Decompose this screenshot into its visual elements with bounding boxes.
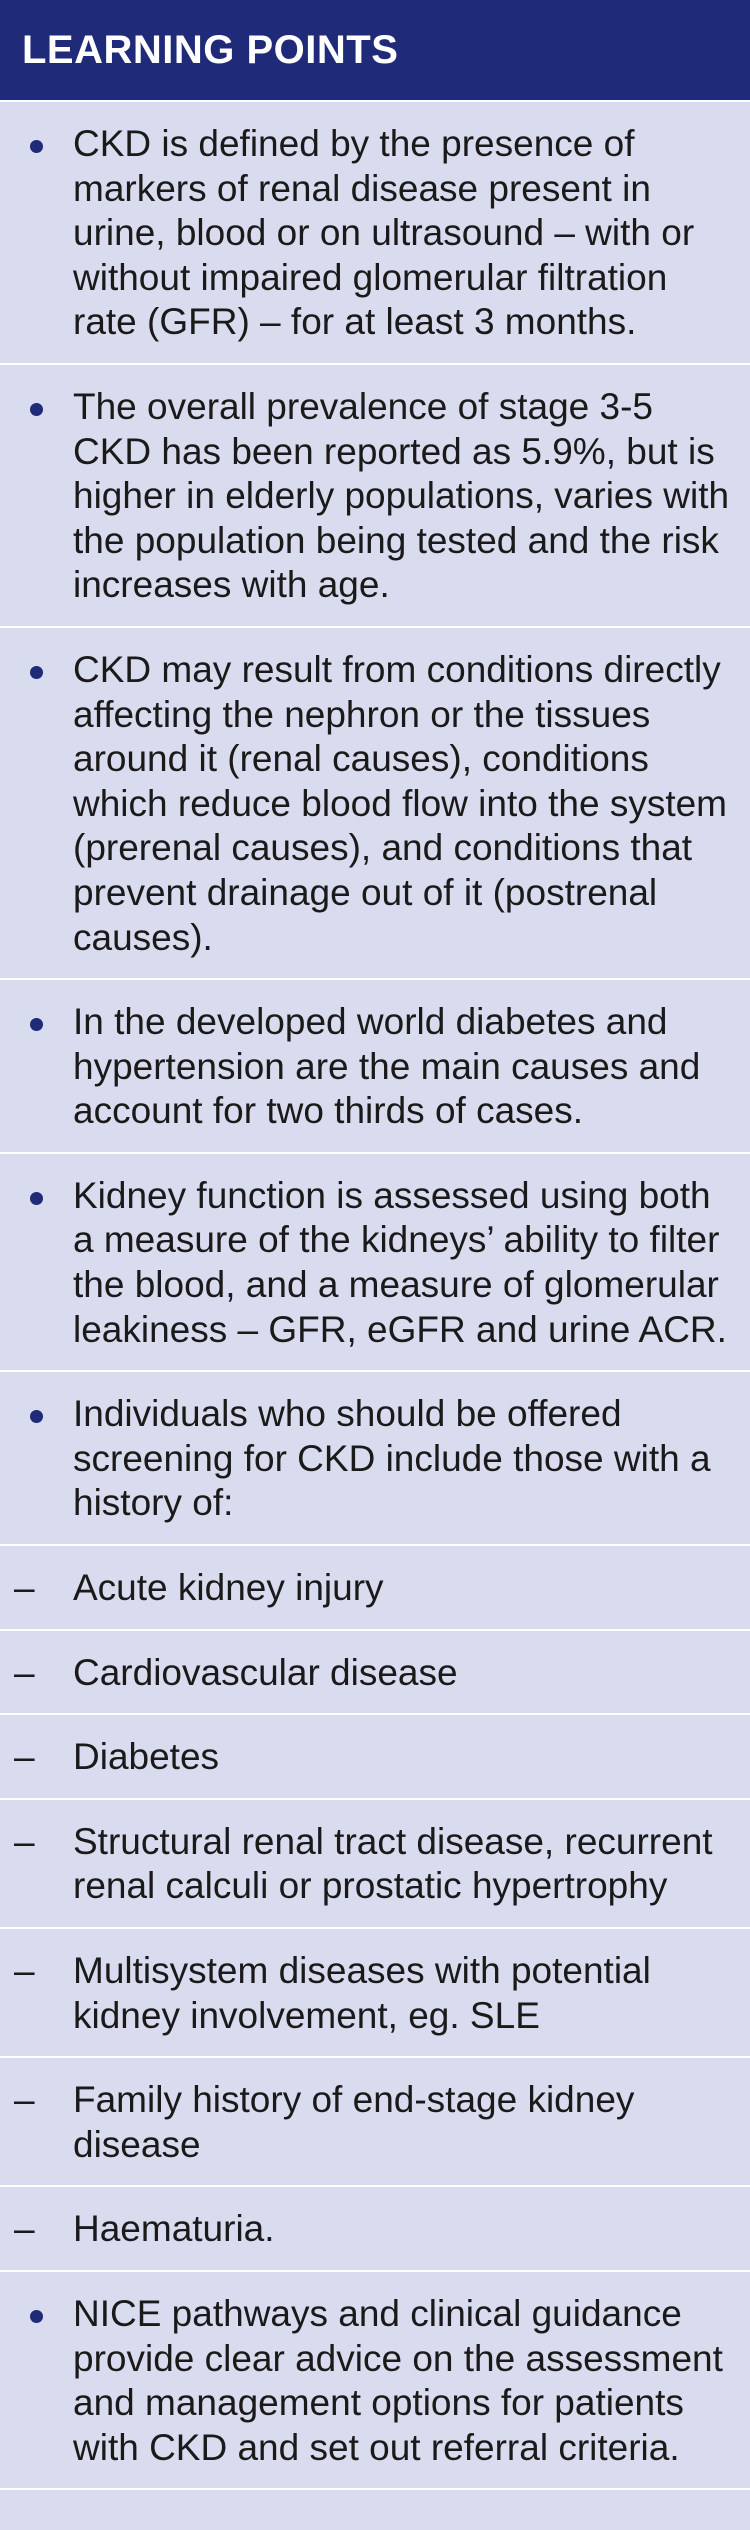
dash-marker: – [14, 1820, 35, 1862]
list-item [0, 365, 750, 628]
learning-points-header [0, 0, 750, 102]
list-item [0, 980, 750, 1154]
sub-list-item [0, 1929, 750, 2058]
header-title: LEARNING POINTS [22, 27, 399, 72]
list-item [0, 102, 750, 365]
sub-list-item [0, 1631, 750, 1716]
dash-marker: – [14, 2079, 35, 2121]
sub-list-item [0, 2058, 750, 2187]
point-text: NICE pathways and clinical guidance provide clear advice on the assessment and management options for patients with CKD and set out referral criteria. [73, 2292, 723, 2468]
list-item [0, 1372, 750, 1546]
dash-marker: – [14, 1651, 35, 1693]
list-item [0, 628, 750, 980]
point-text: Multisystem diseases with potential kidney involvement, eg. SLE [73, 1950, 651, 2036]
learning-points-list [0, 102, 750, 2490]
point-text: CKD is defined by the presence of markers of renal disease present in urine, blood or on ultrasound – with or without impaired glomerular filtration rate (GFR) – for at least 3 months. [73, 123, 695, 343]
point-text: In the developed world diabetes and hypertension are the main causes and account for two thirds of cases. [73, 1001, 701, 1132]
list-item [0, 1154, 750, 1372]
point-text: Kidney function is assessed using both a measure of the kidneys’ ability to filter the blood, and a measure of glomerular leakiness – GFR, eGFR and urine ACR. [73, 1174, 727, 1350]
sub-list-item [0, 1715, 750, 1800]
point-text: The overall prevalence of stage 3-5 CKD has been reported as 5.9%, but is higher in elderly populations, varies with the population being tested and the risk increases with age. [73, 385, 730, 606]
point-text: Structural renal tract disease, recurrent renal calculi or prostatic hypertrophy [73, 1820, 713, 1907]
point-text: Cardiovascular disease [73, 1651, 458, 1693]
sub-list-item [0, 1546, 750, 1631]
point-text: Haematuria. [73, 2208, 275, 2250]
point-text: Acute kidney injury [73, 1567, 384, 1609]
dash-marker: – [14, 1736, 35, 1778]
point-text: Individuals who should be offered screening for CKD include those with a history of: [73, 1393, 711, 1524]
point-text: CKD may result from conditions directly affecting the nephron or the tissues around it (renal causes), conditions which reduce blood flow into the system (prerenal causes), and conditions that prevent drainage out of it (postrenal causes). [73, 648, 728, 958]
dash-marker: – [14, 2208, 35, 2250]
list-item [0, 2272, 750, 2490]
dash-marker: – [14, 1950, 35, 1991]
sub-list-item [0, 1800, 750, 1929]
point-text: Diabetes [73, 1736, 220, 1778]
point-text: Family history of end-stage kidney disease [73, 2079, 635, 2165]
sub-list-item [0, 2187, 750, 2272]
dash-marker: – [14, 1567, 35, 1609]
